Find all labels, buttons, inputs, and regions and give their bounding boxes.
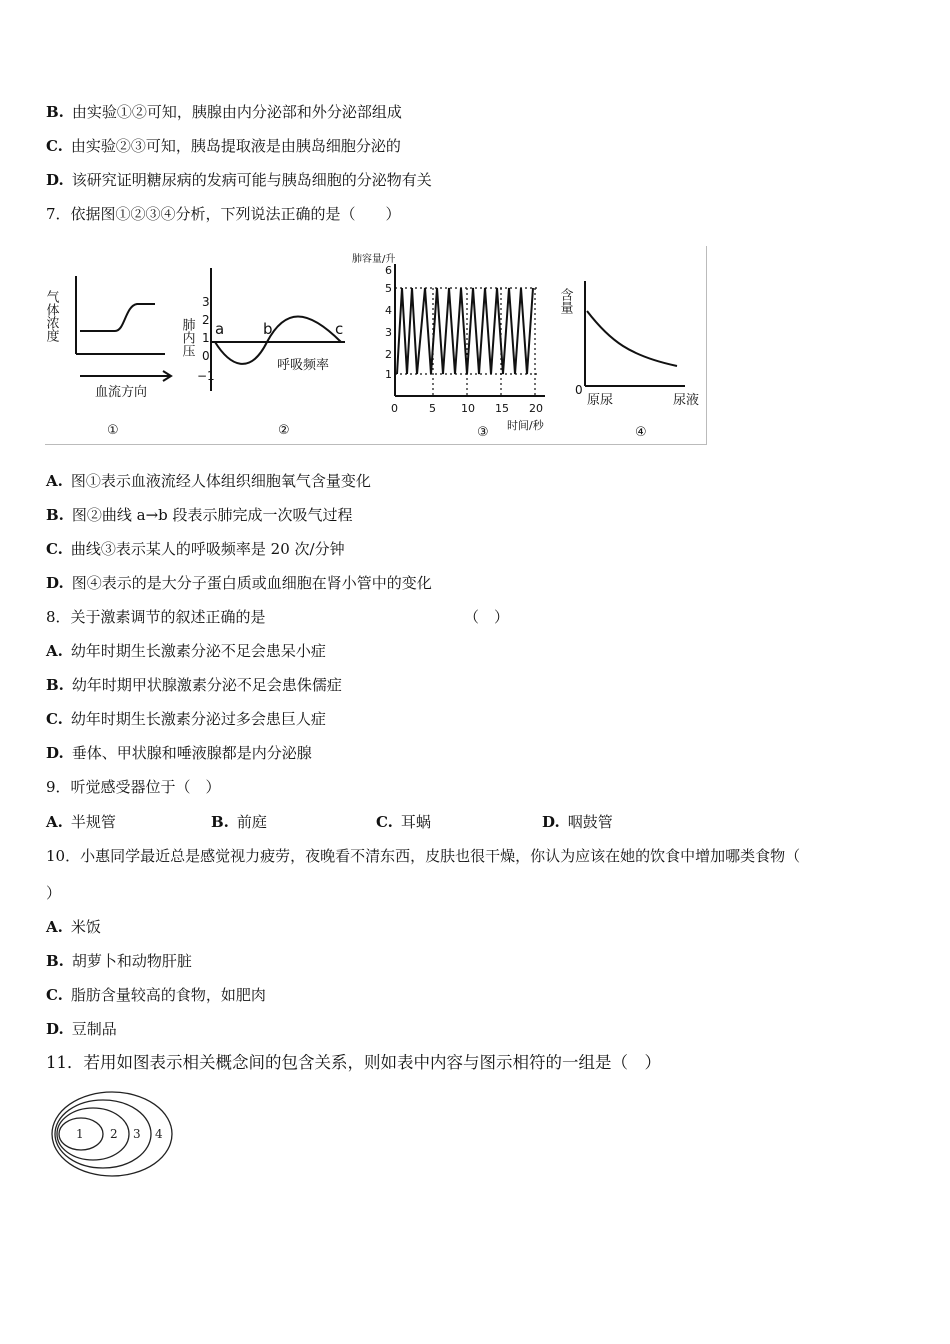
q9-option-a	[46, 812, 116, 832]
q6-option-b	[46, 102, 402, 122]
fig1-xlabel: 血流方向	[95, 385, 148, 400]
option-letter: C.	[46, 540, 63, 558]
q7-figure-svg	[45, 246, 706, 444]
venn-label-4: 4	[155, 1127, 163, 1141]
q10-option-b	[46, 951, 192, 971]
fig2-tick-0: 0	[202, 349, 210, 363]
fig4-ylabel: 含量	[557, 288, 573, 314]
fig4-xend: 尿液	[673, 393, 700, 408]
option-letter: A.	[46, 918, 63, 936]
option-text: 耳蜗	[400, 813, 431, 831]
q8-stem-text: 8．关于激素调节的叙述正确的是	[46, 608, 266, 626]
fig3-xtick-20: 20	[529, 402, 543, 415]
option-text: 脂肪含量较高的食物，如肥肉	[70, 986, 266, 1004]
fig2-tick-neg1: −1	[197, 369, 215, 383]
fig1-caption: ①	[107, 423, 119, 438]
q10-stem: 10．小惠同学最近总是感觉视力疲劳，夜晚看不清东西，皮肤也很干燥，你认为应该在她的饮食中增加哪类食物（	[46, 847, 801, 865]
fig2-caption: ②	[278, 423, 290, 438]
fig2-ylabel: 肺内压	[179, 318, 195, 357]
fig3-xtick-0: 0	[391, 402, 398, 415]
fig3-xlabel: 时间/秒	[507, 419, 544, 432]
fig4-origin: 0	[575, 383, 583, 397]
option-text: 半规管	[70, 813, 116, 831]
option-text: 曲线③表示某人的呼吸频率是 20 次/分钟	[70, 540, 345, 558]
fig3-ytick-4: 4	[385, 304, 392, 317]
venn-label-1: 1	[76, 1127, 84, 1141]
fig3-xtick-15: 15	[495, 402, 509, 415]
option-text: 图④表示的是大分子蛋白质或血细胞在肾小管中的变化	[71, 574, 432, 592]
fig2-point-c: c	[335, 320, 344, 338]
q7-figure	[45, 246, 707, 445]
fig3-xtick-5: 5	[429, 402, 436, 415]
option-letter: C.	[46, 986, 63, 1004]
option-letter: C.	[46, 137, 63, 155]
option-text: 垂体、甲状腺和唾液腺都是内分泌腺	[71, 744, 312, 762]
fig2-curve	[215, 317, 344, 364]
option-text: 幼年时期甲状腺激素分泌不足会患侏儒症	[71, 676, 342, 694]
q9-option-d	[542, 812, 613, 832]
q11-stem: 11．若用如图表示相关概念间的包含关系，则如表中内容与图示相符的一组是（ ）	[46, 1053, 661, 1072]
q10-option-d	[46, 1019, 117, 1039]
q9-stem: 9．听觉感受器位于（ ）	[46, 778, 221, 796]
option-text: 图①表示血液流经人体组织细胞氧气含量变化	[70, 472, 371, 490]
option-letter: B.	[46, 103, 64, 121]
q7-option-d	[46, 573, 432, 593]
q6-option-c	[46, 136, 401, 156]
q7-option-a	[46, 471, 371, 491]
fig2-point-a: a	[215, 320, 225, 338]
option-letter: A.	[46, 472, 63, 490]
option-letter: C.	[46, 710, 63, 728]
venn-ellipse-2	[57, 1108, 129, 1160]
q10-option-a	[46, 917, 101, 937]
option-text: 前庭	[236, 813, 267, 831]
q10-option-c	[46, 985, 266, 1005]
option-letter: D.	[46, 171, 64, 189]
q11-venn-diagram	[48, 1088, 176, 1180]
q9-options-row	[46, 812, 666, 832]
q8-option-c	[46, 709, 326, 729]
option-text: 咽鼓管	[567, 813, 613, 831]
venn-label-3: 3	[133, 1127, 141, 1141]
fig4-xstart: 原尿	[587, 393, 614, 408]
option-letter: A.	[46, 813, 63, 831]
venn-svg	[48, 1088, 176, 1180]
fig3-xtick-10: 10	[461, 402, 475, 415]
q10-stem-end: ）	[46, 884, 62, 902]
q8-option-b	[46, 675, 342, 695]
fig3-wave-b	[417, 288, 533, 374]
fig2-point-b: b	[263, 320, 273, 338]
fig2-tick-3: 3	[202, 295, 210, 309]
q8-option-d	[46, 743, 312, 763]
fig3-wave-a	[397, 288, 417, 374]
fig3-caption: ③	[477, 425, 489, 440]
option-text: 幼年时期生长激素分泌不足会患呆小症	[70, 642, 326, 660]
option-text: 米饭	[70, 918, 101, 936]
option-text: 豆制品	[71, 1020, 117, 1038]
fig3-ytick-2: 2	[385, 348, 392, 361]
fig3-ylabel: 肺容量/升	[352, 254, 396, 265]
option-letter: D.	[46, 574, 64, 592]
q9-option-b	[211, 812, 267, 832]
q8-stem	[46, 607, 510, 627]
option-letter: D.	[542, 813, 560, 831]
fig2-tick-1: 1	[202, 331, 210, 345]
q8-option-a	[46, 641, 326, 661]
venn-label-2: 2	[110, 1127, 118, 1141]
fig3-ytick-5: 5	[385, 282, 392, 295]
option-text: 该研究证明糖尿病的发病可能与胰岛细胞的分泌物有关	[71, 171, 432, 189]
option-text: 由实验②③可知，胰岛提取液是由胰岛细胞分泌的	[70, 137, 401, 155]
q6-option-d	[46, 170, 432, 190]
fig3-ytick-1: 1	[385, 368, 392, 381]
fig3-ytick-6: 6	[385, 264, 392, 277]
option-text: 胡萝卜和动物肝脏	[71, 952, 192, 970]
fig2-xlabel: 呼吸频率	[277, 358, 330, 373]
option-letter: B.	[46, 676, 64, 694]
option-letter: B.	[46, 506, 64, 524]
q7-option-b	[46, 505, 353, 525]
q7-option-c	[46, 539, 345, 559]
option-letter: D.	[46, 1020, 64, 1038]
option-letter: C.	[376, 813, 393, 831]
fig3-ytick-3: 3	[385, 326, 392, 339]
option-letter: B.	[46, 952, 64, 970]
option-letter: D.	[46, 744, 64, 762]
fig4-caption: ④	[635, 425, 647, 440]
q8-paren: （ ）	[464, 608, 510, 626]
option-text: 图②曲线 a→b 段表示肺完成一次吸气过程	[71, 506, 353, 524]
option-letter: A.	[46, 642, 63, 660]
fig2-tick-2: 2	[202, 313, 210, 327]
fig1-ylabel-1: 气体浓度	[45, 290, 59, 342]
option-text: 幼年时期生长激素分泌过多会患巨人症	[70, 710, 326, 728]
q7-stem: 7．依据图①②③④分析，下列说法正确的是（ ）	[46, 205, 401, 223]
fig1-curve	[80, 304, 155, 331]
option-text: 由实验①②可知，胰腺由内分泌部和外分泌部组成	[71, 103, 402, 121]
option-letter: B.	[211, 813, 229, 831]
fig4-curve	[587, 311, 677, 366]
q9-option-c	[376, 812, 431, 832]
